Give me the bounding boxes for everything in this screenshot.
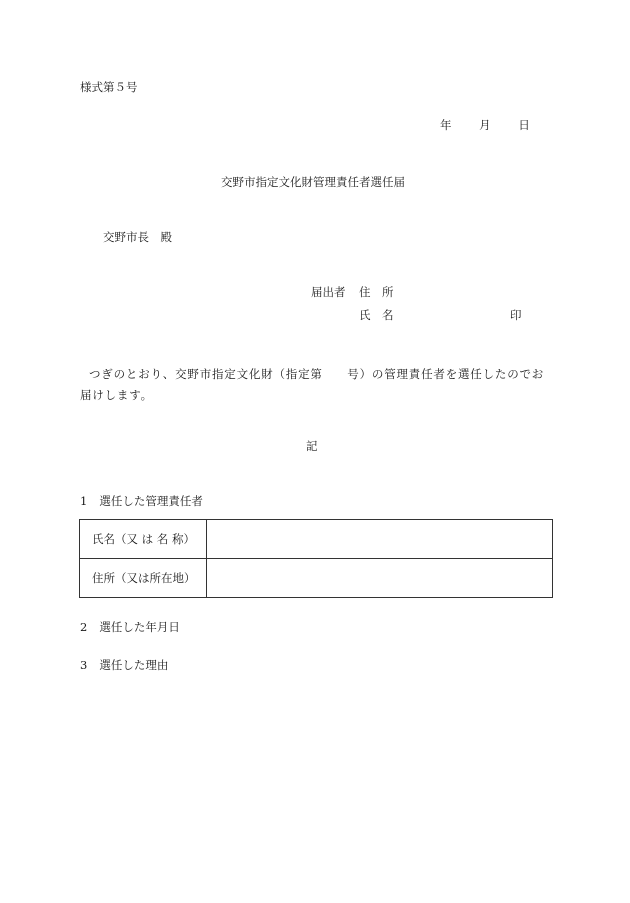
- date-month: 月: [479, 118, 491, 132]
- ki-heading: 記: [306, 439, 318, 453]
- date-year: 年: [440, 118, 452, 132]
- addressee: 交野市長 殿: [103, 230, 172, 244]
- address-value-cell[interactable]: [207, 559, 553, 598]
- applicant-label: 届出者: [311, 285, 346, 299]
- table-row: [80, 520, 553, 559]
- name-label-cell: 氏名（又 は 名 称）: [80, 520, 207, 559]
- section-2-number: 2: [80, 620, 88, 634]
- date-day: 日: [518, 118, 530, 132]
- applicant-address-label: 住 所: [359, 285, 394, 299]
- body-paragraph: つぎのとおり、交野市指定文化財（指定第 号）の管理責任者を選任したのでお届けします。: [80, 367, 545, 402]
- section-2: [80, 622, 180, 634]
- name-value-cell[interactable]: [207, 520, 553, 559]
- section-1-label: 選任した管理責任者: [99, 494, 203, 508]
- section-2-label: 選任した年月日: [99, 620, 180, 634]
- date-line: [440, 120, 530, 132]
- address-label-cell: 住所（又は所在地）: [80, 559, 207, 598]
- form-number: 様式第５号: [80, 80, 138, 94]
- applicant-name-label: 氏 名: [359, 308, 394, 322]
- table-row: [80, 559, 553, 598]
- section-1-number: 1: [80, 494, 88, 508]
- seal-mark: 印: [510, 308, 522, 322]
- manager-table: [79, 519, 553, 598]
- document-title: 交野市指定文化財管理責任者選任届: [221, 175, 405, 189]
- section-1: [80, 496, 203, 508]
- section-3-number: 3: [80, 658, 88, 672]
- section-3-label: 選任した理由: [99, 658, 169, 672]
- section-3: [80, 660, 168, 672]
